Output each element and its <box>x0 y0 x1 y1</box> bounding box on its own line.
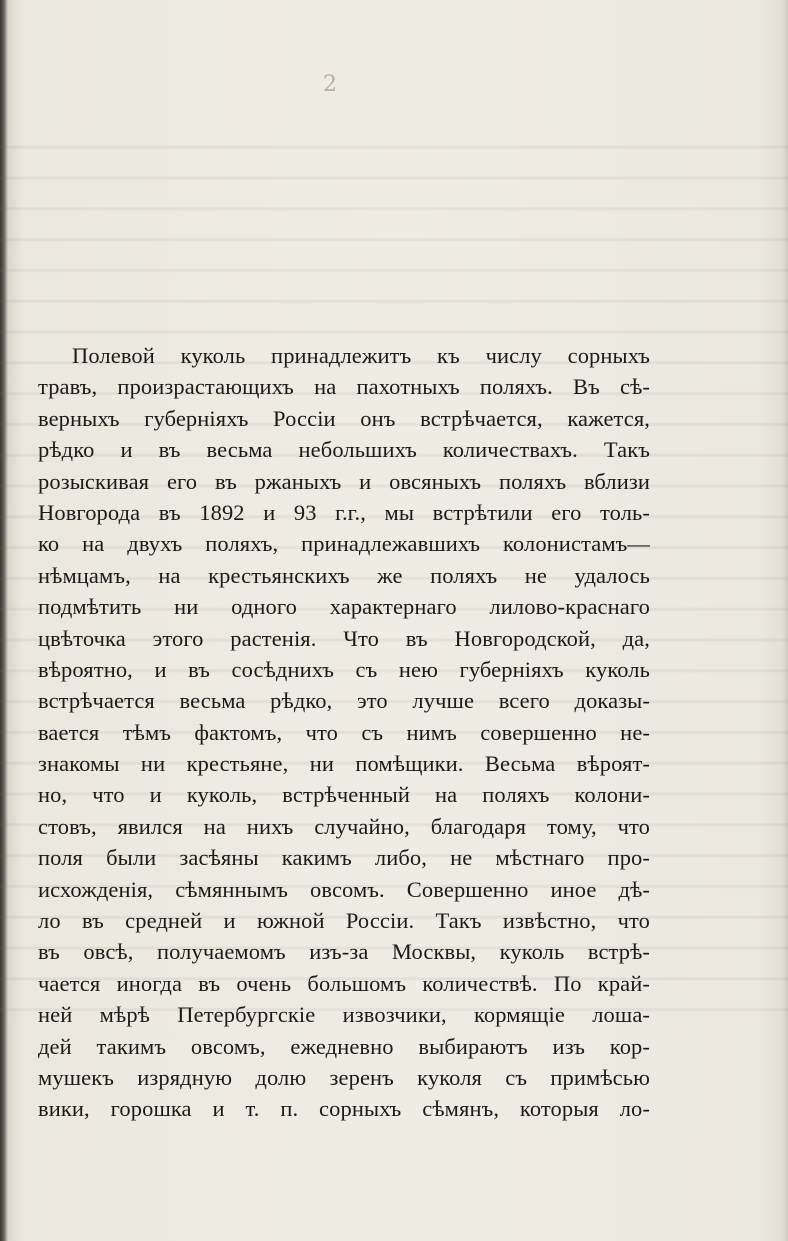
text-line: ко на двухъ поляхъ, принадлежавшихъ колонистамъ— <box>38 531 650 557</box>
text-line: исхожденія, сѣмяннымъ овсомъ. Совершенно иное дѣ- <box>38 876 650 902</box>
text-line: встрѣчается весьма рѣдко, это лучше всего доказы- <box>38 688 650 714</box>
text-line: Полевой куколь принадлежитъ къ числу сорныхъ <box>72 343 650 368</box>
text-line: рѣдко и въ весьма небольшихъ количествахъ. Такъ <box>38 437 650 463</box>
text-line: цвѣточка этого растенія. Что въ Новгородской, да, <box>38 625 650 651</box>
text-line: верныхъ губерніяхъ Россіи онъ встрѣчается, кажется, <box>38 405 650 431</box>
text-line: травъ, произрастающихъ на пахотныхъ поляхъ. Въ сѣ- <box>38 374 650 400</box>
text-line: ло въ средней и южной Россіи. Такъ извѣстно, что <box>38 908 650 934</box>
text-line: вѣроятно, и въ сосѣднихъ съ нею губерніяхъ куколь <box>38 656 650 682</box>
text-line: Новгорода въ 1892 и 93 г.г., мы встрѣтили его толь- <box>38 499 650 525</box>
text-line: знакомы ни крестьяне, ни помѣщики. Весьма вѣроят- <box>38 751 650 777</box>
body-paragraph <box>38 340 650 1125</box>
page-number: 2 <box>323 72 337 97</box>
text-line: поля были засѣяны какимъ либо, не мѣстнаго про- <box>38 845 650 871</box>
text-line: подмѣтить ни одного характернаго лилово-краснаго <box>38 594 650 620</box>
text-line: нѣмцамъ, на крестьянскихъ же поляхъ не удалось <box>38 562 650 588</box>
text-line: дей такимъ овсомъ, ежедневно выбираютъ изъ кор- <box>38 1033 650 1059</box>
text-line: но, что и куколь, встрѣченный на поляхъ колони- <box>38 782 650 808</box>
text-line: мушекъ изрядную долю зеренъ куколя съ примѣсью <box>38 1064 650 1090</box>
text-line: стовъ, явился на нихъ случайно, благодаря тому, что <box>38 813 650 839</box>
text-line: вики, горошка и т. п. сорныхъ сѣмянъ, которыя ло- <box>38 1096 650 1122</box>
text-line: вается тѣмъ фактомъ, что съ нимъ совершенно не- <box>38 719 650 745</box>
text-line: чается иногда въ очень большомъ количествѣ. По край- <box>38 970 650 996</box>
text-line: розыскивая его въ ржаныхъ и овсяныхъ поляхъ вблизи <box>38 468 650 494</box>
text-line: ней мѣрѣ Петербургскіе извозчики, кормящіе лоша- <box>38 1002 650 1028</box>
text-line: въ овсѣ, получаемомъ изъ-за Москвы, куколь встрѣ- <box>38 939 650 965</box>
